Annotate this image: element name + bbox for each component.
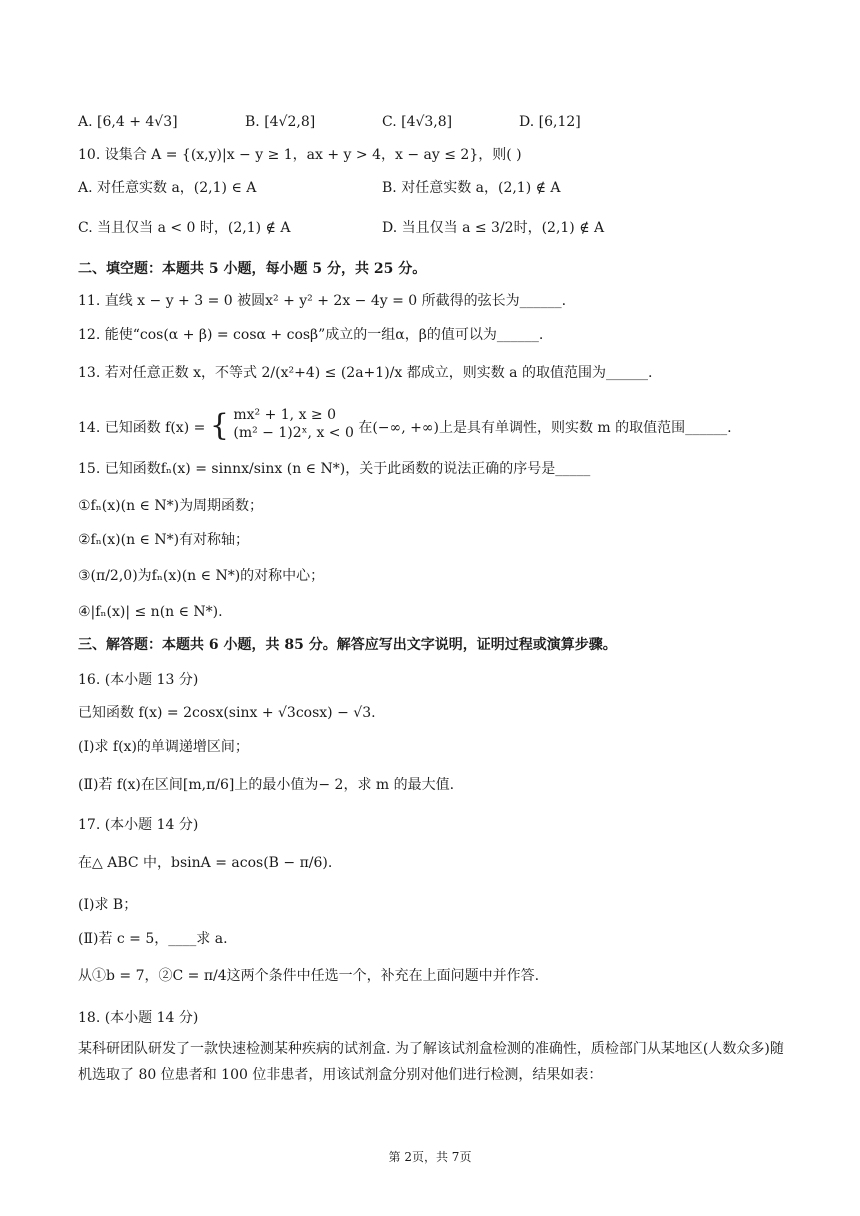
- q14-prefix: 14. 已知函数 f(x) =: [78, 420, 206, 436]
- q18-heading: 18. (本小题 14 分): [78, 1010, 199, 1026]
- q15-stem: 15. 已知函数fₙ(x) = sinnx/sinx (n ∈ N*)，关于此函数的说法正确的序号是_____: [78, 461, 591, 477]
- q16-given: 已知函数 f(x) = 2cosx(sinx + √3cosx) − √3.: [78, 705, 376, 721]
- q15-item-3: ③(π/2,0)为fₙ(x)(n ∈ N*)的对称中心；: [78, 568, 325, 584]
- q15-item-1: ①fₙ(x)(n ∈ N*)为周期函数；: [78, 498, 264, 514]
- q14-piecewise: [233, 406, 354, 442]
- q16-part-1: (Ⅰ)求 f(x)的单调递增区间；: [78, 739, 249, 755]
- q13-text: 13. 若对任意正数 x，不等式 2/(x²+4) ≤ (2a+1)/x 都成立，则实数 a 的取值范围为______.: [78, 365, 653, 381]
- q10-option-d: D. 当且仅当 a ≤ 3/2时，(2,1) ∉ A: [382, 220, 605, 236]
- q14-case-1: mx² + 1, x ≥ 0: [233, 407, 337, 423]
- q17-part-2: (Ⅱ)若 c = 5，____求 a.: [78, 931, 228, 947]
- q15-item-2: ②fₙ(x)(n ∈ N*)有对称轴；: [78, 532, 250, 548]
- q9-option-c: C. [4√3,8]: [382, 114, 453, 130]
- section-fill-in-heading: 二、填空题：本题共 5 小题，每小题 5 分，共 25 分。: [78, 261, 427, 277]
- q17-part-1: (Ⅰ)求 B；: [78, 897, 138, 913]
- q17-heading: 17. (本小题 14 分): [78, 817, 199, 833]
- q9-option-d: D. [6,12]: [519, 114, 581, 130]
- q16-part-2: (Ⅱ)若 f(x)在区间[m,π/6]上的最小值为− 2，求 m 的最大值.: [78, 777, 455, 793]
- q11-text: 11. 直线 x − y + 3 = 0 被圆x² + y² + 2x − 4y = 0 所截得的弦长为______.: [78, 293, 567, 309]
- q10-stem: 10. 设集合 A = {(x,y)|x − y ≥ 1，ax + y > 4，x − ay ≤ 2}，则( ): [78, 147, 522, 163]
- section-solution-heading: 三、解答题：本题共 6 小题，共 85 分。解答应写出文字说明，证明过程或演算步骤。: [78, 637, 617, 653]
- q18-body: 某科研团队研发了一款快速检测某种疾病的试剂盒. 为了解该试剂盒检测的准确性，质检部门从某地区(人数众多)随机选取了 80 位患者和 100 位非患者，用该试剂盒分别对他们进行检测，结果如表：: [78, 1041, 784, 1083]
- q17-given: 在△ ABC 中，bsinA = acos(B − π/6).: [78, 855, 333, 871]
- q14-text: [78, 407, 732, 446]
- q9-option-a: A. [6,4 + 4√3]: [78, 114, 178, 130]
- q12-text: 12. 能使“cos(α + β) = cosα + cosβ”成立的一组α，β的值可以为______.: [78, 327, 544, 343]
- q14-suffix: 在(−∞, +∞)上是具有单调性，则实数 m 的取值范围______.: [358, 420, 732, 436]
- q16-heading: 16. (本小题 13 分): [78, 672, 199, 688]
- q10-option-a: A. 对任意实数 a，(2,1) ∈ A: [78, 180, 257, 196]
- q10-option-c: C. 当且仅当 a < 0 时，(2,1) ∉ A: [78, 220, 291, 236]
- q9-option-b: B. [4√2,8]: [245, 114, 316, 130]
- q14-brace: {: [209, 408, 229, 443]
- q10-option-b: B. 对任意实数 a，(2,1) ∉ A: [382, 180, 561, 196]
- q15-item-4: ④|fₙ(x)| ≤ n(n ∈ N*).: [78, 604, 223, 620]
- q14-case-2: (m² − 1)2ˣ, x < 0: [233, 425, 354, 441]
- page-footer: 第 2页，共 7页: [388, 1150, 472, 1164]
- q17-choice: 从①b = 7，②C = π/4这两个条件中任选一个，补充在上面问题中并作答.: [78, 968, 540, 984]
